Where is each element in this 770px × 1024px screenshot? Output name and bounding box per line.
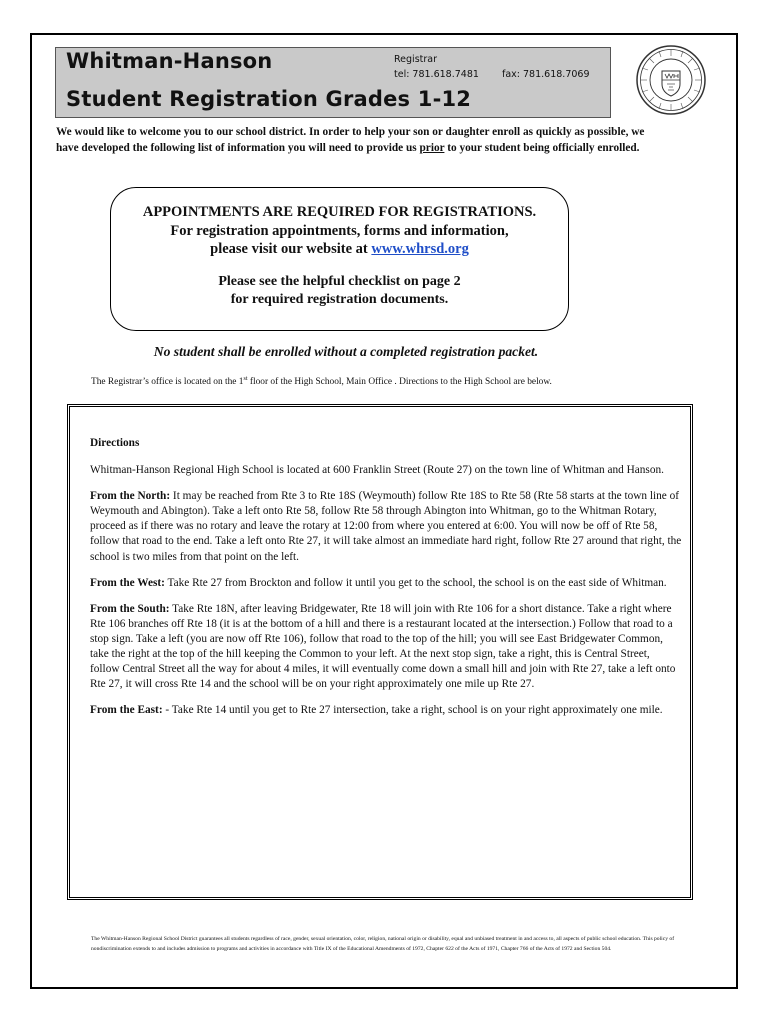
enrollment-notice: No student shall be enrolled without a completed registration packet. — [153, 344, 539, 359]
location-ordinal: st — [243, 376, 248, 382]
checklist-note-2: for required registration documents. — [230, 292, 449, 307]
location-text-end: floor of the High School, Main Office . Directions to the High School are below. — [247, 377, 552, 388]
east-label: From the East: — [90, 704, 163, 717]
directions-title: Directions — [90, 437, 140, 449]
website-prefix: please visit our website at — [210, 241, 372, 257]
south-text: Take Rte 18N, after leaving Bridgewater, Rte 18 will join with Rte 106 for a short distance. Take a right where Rte 106 branches off Rte 18 (it is at the bottom of a hill and there is a restaurant located at the intersection.) Follow that road to a stop sign. Take a left (you are now off Rte 106), follow that road to the top of the hill; you will see East Bridgewater Common, take the right at the top of the hill keeping the Common to your left. At the next stop sign, take a right, this is Central Street, follow Central Street all the way for about 4 miles, it will eventually come down a small hill and join with Rte 27, take a left onto Rte 27, it will cross Rte 14 and the school will be on your right approximately one mile up Rte 27. — [90, 602, 676, 691]
directions-east — [90, 703, 682, 718]
checklist-note: Please see the helpful checklist on page 2 — [218, 274, 461, 289]
west-label: From the West: — [90, 576, 165, 589]
school-name: Whitman-Hanson — [66, 49, 273, 73]
appointment-website-line — [111, 241, 568, 258]
website-link[interactable]: www.whrsd.org — [371, 241, 469, 257]
appointment-heading: APPOINTMENTS ARE REQUIRED FOR REGISTRATIONS. — [142, 204, 537, 220]
welcome-paragraph — [56, 124, 656, 156]
registrar-phone: tel: 781.618.7481 — [394, 69, 479, 80]
directions-west — [90, 576, 682, 591]
nondiscrimination-footer: The Whitman-Hanson Regional School District guarantees all students regardless of race, gender, sexual orientation, color, religion, national origin or disability, equal and unbiased treatment in and access to, all aspects of public school education. This policy of nondiscrimination extends to and includes admission to programs and activities in accordance with Title IX of the Educational Amendments of 1972, Chapter 622 of the Acts of 1971, Chapter 766 of the Acts of 1972 and Section 504. — [91, 936, 675, 952]
appointment-callout — [110, 187, 569, 331]
school-seal-icon — [635, 44, 707, 116]
registrar-label: Registrar — [394, 54, 437, 65]
west-text: Take Rte 27 from Brockton and follow it until you get to the school, the school is on the east side of Whitman. — [164, 576, 667, 589]
appointment-info: For registration appointments, forms and information, — [170, 223, 509, 239]
welcome-text-end: to your student being officially enrolled. — [444, 142, 640, 154]
directions-north — [90, 489, 682, 564]
welcome-text: We would like to welcome you to our school district. In order to help your son or daughter enroll as quickly as possible, we have developed the following list of information you will need to provide us — [56, 126, 645, 154]
location-text: The Registrar’s office is located on the 1 — [91, 377, 244, 388]
directions-content — [90, 436, 682, 729]
emphasis-prior: prior — [419, 142, 445, 154]
east-text: - Take Rte 14 until you get to Rte 27 intersection, take a right, school is on your right approximately one mile. — [162, 704, 663, 717]
registrar-fax: fax: 781.618.7069 — [502, 69, 590, 80]
directions-south — [90, 602, 682, 693]
directions-intro: Whitman-Hanson Regional High School is located at 600 Franklin Street (Route 27) on the town line of Whitman and Hanson. — [90, 464, 664, 477]
page-title: Student Registration Grades 1-12 — [66, 87, 472, 111]
north-text: It may be reached from Rte 3 to Rte 18S (Weymouth) follow Rte 18S to Rte 58 (Rte 58 starts at the town line of Weymouth and Abington). Take a left onto Rte 58, follow Rte 58 through Abington into Whitman, go to the Whitman Rotary, proceed as if there was no rotary and leave the rotary at 12:00 from where you entered at 6:00. You will now be off of Rte 58, follow that road to the end. Take a left onto Rte 27, it will take almost an immediate hard right, follow Rte 27 around that right, the school is two miles from that point on the left. — [90, 490, 682, 563]
south-label: From the South: — [90, 602, 170, 615]
registrar-location — [91, 376, 552, 387]
north-label: From the North: — [90, 490, 171, 503]
